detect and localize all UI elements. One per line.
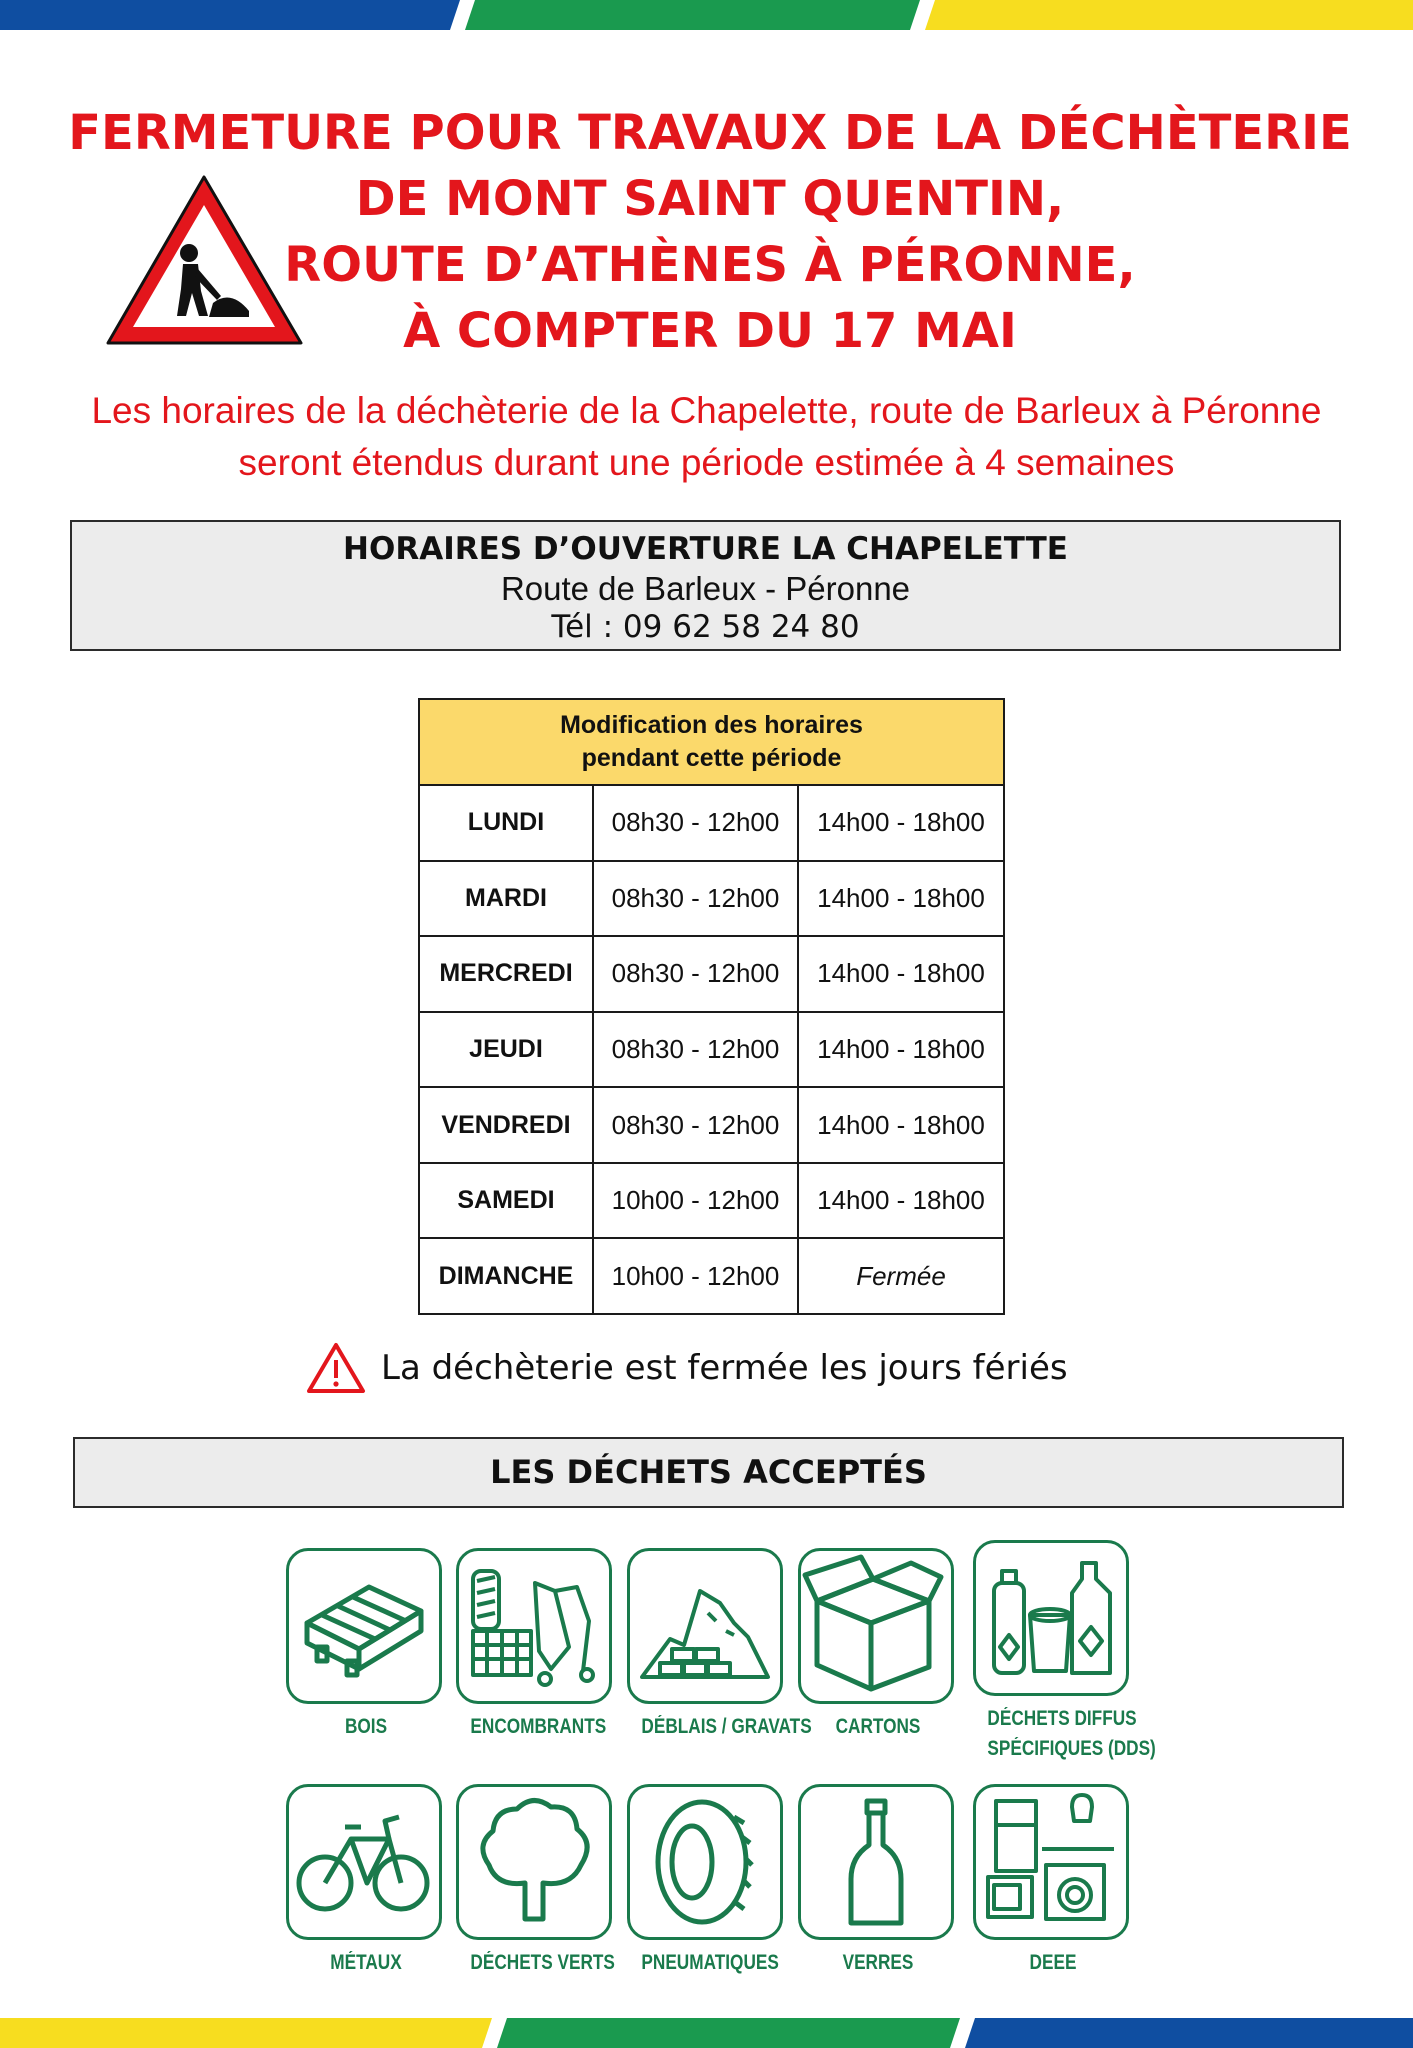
afternoon-hours-cell: 14h00 - 18h00: [798, 1163, 1004, 1239]
notice-line-1: Les horaires de la déchèterie de la Chapelette, route de Barleux à Péronne: [91, 390, 1322, 431]
tree-icon: [459, 1787, 609, 1937]
table-row: [419, 1087, 1004, 1163]
waste-label: VERRES: [842, 1951, 914, 1974]
schedule-header-line-2: pendant cette période: [581, 744, 842, 772]
afternoon-hours-cell: 14h00 - 18h00: [798, 1087, 1004, 1163]
day-cell: MERCREDI: [419, 936, 593, 1012]
schedule-header-line-1: Modification des horaires: [560, 711, 863, 739]
table-row: [419, 1012, 1004, 1088]
waste-label-line-2: SPÉCIFIQUES (DDS): [987, 1737, 1156, 1760]
morning-hours-cell: 10h00 - 12h00: [593, 1238, 798, 1314]
chemical-bottles-icon: [976, 1543, 1126, 1693]
holiday-notice-text: La déchèterie est fermée les jours fériés: [381, 1348, 1068, 1388]
waste-label: DÉBLAIS / GRAVATS: [641, 1715, 812, 1738]
opening-hours-box: [70, 520, 1341, 651]
cardboard-box-icon: [801, 1551, 951, 1701]
headline-line-4: À COMPTER DU 17 MAI: [403, 303, 1017, 359]
tire-icon: [630, 1787, 780, 1937]
waste-label: DÉCHETS VERTS: [470, 1951, 615, 1974]
accepted-waste-title: LES DÉCHETS ACCEPTÉS: [73, 1437, 1344, 1508]
day-cell: VENDREDI: [419, 1087, 593, 1163]
waste-label: CARTONS: [835, 1715, 921, 1738]
pallet-icon: [289, 1551, 439, 1701]
site-address: Route de Barleux - Péronne: [500, 570, 911, 607]
waste-item-deblais-gravats: [627, 1548, 812, 1742]
waste-item-cartons: [798, 1548, 958, 1742]
waste-label: DÉCHETS DIFFUS: [987, 1707, 1137, 1730]
table-row: [419, 936, 1004, 1012]
morning-hours-cell: 10h00 - 12h00: [593, 1163, 798, 1239]
top-color-band: [0, 0, 1413, 30]
afternoon-hours-cell: 14h00 - 18h00: [798, 936, 1004, 1012]
waste-item-encombrants: [456, 1548, 616, 1742]
afternoon-hours-cell: 14h00 - 18h00: [798, 861, 1004, 937]
holiday-notice: [305, 1338, 1205, 1398]
warning-triangle-icon: [305, 1341, 367, 1395]
waste-label: BOIS: [344, 1715, 388, 1738]
waste-label: ENCOMBRANTS: [470, 1715, 607, 1738]
notice-line-2: seront étendus durant une période estimée à 4 semaines: [238, 442, 1175, 483]
rubble-icon: [630, 1551, 780, 1701]
afternoon-hours-cell: 14h00 - 18h00: [798, 1012, 1004, 1088]
day-cell: MARDI: [419, 861, 593, 937]
morning-hours-cell: 08h30 - 12h00: [593, 936, 798, 1012]
day-cell: DIMANCHE: [419, 1238, 593, 1314]
waste-label: PNEUMATIQUES: [641, 1951, 779, 1974]
morning-hours-cell: 08h30 - 12h00: [593, 1087, 798, 1163]
table-row: [419, 861, 1004, 937]
roadworks-sign-icon: [103, 171, 306, 349]
table-row: [419, 1163, 1004, 1239]
waste-item-deee: [973, 1784, 1133, 1978]
waste-item-dds: [973, 1540, 1156, 1764]
day-cell: SAMEDI: [419, 1163, 593, 1239]
opening-hours-title: HORAIRES D’OUVERTURE LA CHAPELETTE: [343, 531, 1068, 567]
waste-item-bois: [286, 1548, 446, 1742]
hours-extension-notice: [40, 385, 1373, 489]
waste-label: MÉTAUX: [330, 1951, 402, 1974]
waste-item-dechets-verts: [456, 1784, 616, 1978]
schedule-header: [419, 699, 1004, 785]
day-cell: JEUDI: [419, 1012, 593, 1088]
afternoon-hours-cell: Fermée: [798, 1238, 1004, 1314]
day-cell: LUNDI: [419, 785, 593, 861]
table-row: [419, 785, 1004, 861]
headline-line-2: DE MONT SAINT QUENTIN,: [355, 171, 1065, 227]
bicycle-icon: [289, 1787, 439, 1937]
waste-item-verres: [798, 1784, 958, 1978]
appliances-icon: [976, 1787, 1126, 1937]
morning-hours-cell: 08h30 - 12h00: [593, 861, 798, 937]
schedule-table: [418, 698, 1005, 1315]
site-phone: Tél : 09 62 58 24 80: [551, 609, 860, 645]
bottom-color-band: [0, 2018, 1413, 2048]
waste-item-metaux: [286, 1784, 446, 1978]
bulky-items-icon: [459, 1551, 609, 1701]
waste-item-pneumatiques: [627, 1784, 787, 1978]
morning-hours-cell: 08h30 - 12h00: [593, 785, 798, 861]
morning-hours-cell: 08h30 - 12h00: [593, 1012, 798, 1088]
table-row: [419, 1238, 1004, 1314]
headline-line-3: ROUTE D’ATHÈNES À PÉRONNE,: [284, 237, 1136, 293]
waste-label: DEEE: [1029, 1951, 1077, 1974]
headline-line-1: FERMETURE POUR TRAVAUX DE LA DÉCHÈTERIE: [68, 105, 1352, 161]
afternoon-hours-cell: 14h00 - 18h00: [798, 785, 1004, 861]
glass-bottle-icon: [801, 1787, 951, 1937]
